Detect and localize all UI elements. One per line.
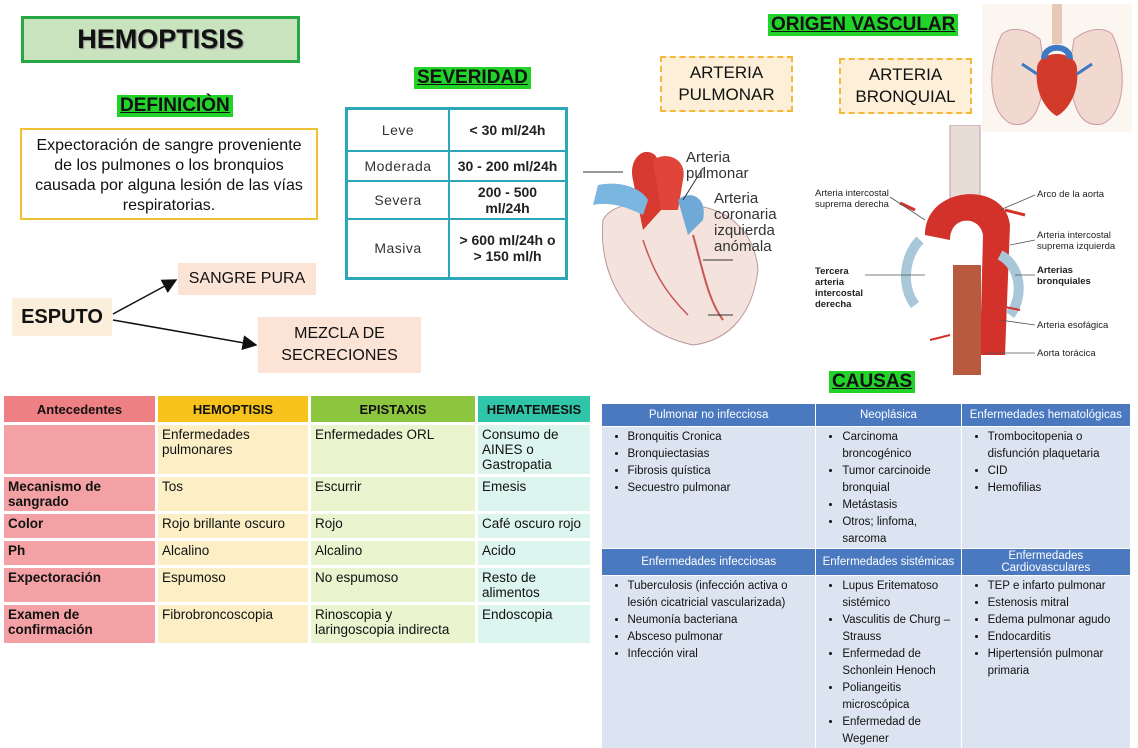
causes-list [820,578,956,748]
comparison-cell [4,425,155,474]
comparison-cell: Enfermedades ORL [311,425,475,474]
comparison-cell: Mecanismo de sangrado [4,477,155,511]
comparison-cell: Enfermedades pulmonares [158,425,308,474]
causes-header: Enfermedades infecciosas [602,549,816,576]
comparison-cell: Rojo brillante oscuro [158,514,308,538]
severity-level: Leve [347,109,450,151]
severity-row [347,151,567,181]
comparison-row [4,477,590,511]
severity-table [345,107,568,280]
sputum-label: ESPUTO [12,298,112,336]
comparison-cell: Acido [478,541,590,565]
severity-heading: SEVERIDAD [414,67,531,89]
comparison-row [4,425,590,474]
cause-item: • CID [988,463,1126,480]
cause-item: • Enfermedad de Wegener [842,714,956,748]
comparison-cell: Alcalino [158,541,308,565]
bronchial-artery-box: ARTERIA BRONQUIAL [839,58,972,114]
severity-value: < 30 ml/24h [449,109,567,151]
cause-item: • Absceso pulmonar [628,629,812,646]
comparison-header: Antecedentes [4,396,155,422]
causes-list [606,578,812,663]
comparison-cell: Expectoración [4,568,155,602]
cause-item: • Estenosis mitral [988,595,1126,612]
cause-item: • Endocarditis [988,629,1126,646]
cause-item: • Hemofilias [988,480,1126,497]
third-right-intercostal-label: Tercera arteria intercostal derecha [815,266,875,310]
definition-heading: DEFINICIÒN [117,95,233,117]
thoracic-aorta-label: Aorta torácica [1037,348,1132,359]
cause-item: • Poliangeitis microscópica [842,680,956,714]
comparison-cell: Rinoscopia y laringoscopia indirecta [311,605,475,643]
severity-row [347,181,567,219]
cause-item: • Infección viral [628,646,812,663]
comparison-row [4,541,590,565]
severity-row [347,219,567,279]
cause-item: • Enfermedad de Schonlein Henoch [842,646,956,680]
severity-level: Severa [347,181,450,219]
cause-item: • Edema pulmonar agudo [988,612,1126,629]
page-title: HEMOPTISIS [77,24,244,55]
pulmonary-artery-label: Arteria pulmonar [686,150,776,182]
comparison-cell: Fibrobroncoscopia [158,605,308,643]
left-supreme-intercostal-label: Arteria intercostal suprema izquierda [1037,230,1132,252]
comparison-header: EPISTAXIS [311,396,475,422]
pulmonary-artery-box: ARTERIA PULMONAR [660,56,793,112]
lungs-illustration [982,4,1132,132]
causes-header: Neoplásica [816,404,961,427]
comparison-cell: Café oscuro rojo [478,514,590,538]
comparison-cell: No espumoso [311,568,475,602]
causes-cell [961,576,1130,748]
lungs-drawing [982,4,1132,132]
comparison-table [1,393,593,646]
causes-header: Pulmonar no infecciosa [602,404,816,427]
vascular-origin-heading: ORIGEN VASCULAR [768,14,958,36]
comparison-row [4,568,590,602]
causes-header: Enfermedades sistémicas [816,549,961,576]
severity-level: Masiva [347,219,450,279]
comparison-cell: Rojo [311,514,475,538]
severity-value: 200 - 500 ml/24h [449,181,567,219]
comparison-cell: Ph [4,541,155,565]
comparison-cell: Alcalino [311,541,475,565]
severity-level: Moderada [347,151,450,181]
causes-list [966,578,1126,680]
aortic-arch-label: Arco de la aorta [1037,189,1127,200]
causes-cell [602,427,816,549]
causes-list [966,429,1126,497]
causes-cell [961,427,1130,549]
severity-value: > 600 ml/24h o > 150 ml/h [449,219,567,279]
comparison-cell: Consumo de AINES o Gastropatia [478,425,590,474]
severity-value: 30 - 200 ml/24h [449,151,567,181]
cause-item: • Fibrosis quística [628,463,812,480]
cause-item: • Trombocitopenia o disfunción plaquetaria [988,429,1126,463]
causes-header-row [602,549,1131,576]
comparison-cell: Espumoso [158,568,308,602]
causes-header: Enfermedades Cardiovasculares [961,549,1130,576]
causes-table [601,403,1131,748]
cause-item: • TEP e infarto pulmonar [988,578,1126,595]
comparison-cell: Color [4,514,155,538]
comparison-cell: Examen de confirmación [4,605,155,643]
cause-item: • Otros; linfoma, sarcoma [842,514,956,548]
causes-list [820,429,956,548]
anomalous-coronary-label: Arteria coronaria izquierda anómala [714,191,794,255]
cause-item: • Bronquiectasias [628,446,812,463]
causes-header-row [602,404,1131,427]
causes-cell [602,576,816,748]
comparison-header: HEMOPTISIS [158,396,308,422]
definition-text: Expectoración de sangre proveniente de los pulmones o los bronquios causada por alguna lesión de las vías respiratorias. [20,128,318,220]
causes-heading: CAUSAS [829,371,915,393]
pure-blood-box: SANGRE PURA [178,263,316,295]
cause-item: • Lupus Eritematoso sistémico [842,578,956,612]
causes-header: Enfermedades hematológicas [961,404,1130,427]
comparison-header-row [4,396,590,422]
causes-cell [816,427,961,549]
severity-row [347,109,567,151]
right-supreme-intercostal-label: Arteria intercostal suprema derecha [815,188,900,210]
comparison-cell: Endoscopia [478,605,590,643]
mixed-secretions-box: MEZCLA DE SECRECIONES [258,317,421,373]
comparison-cell: Tos [158,477,308,511]
comparison-cell: Escurrir [311,477,475,511]
cause-item: • Secuestro pulmonar [628,480,812,497]
comparison-header: HEMATEMESIS [478,396,590,422]
cause-item: • Hipertensión pulmonar primaria [988,646,1126,680]
esophageal-artery-label: Arteria esofágica [1037,320,1132,331]
causes-row [602,427,1131,549]
causes-list [606,429,812,497]
cause-item: • Bronquitis Cronica [628,429,812,446]
comparison-row [4,605,590,643]
cause-item: • Neumonía bacteriana [628,612,812,629]
bronchial-arteries-label: Arterias bronquiales [1037,265,1107,287]
causes-cell [816,576,961,748]
cause-item: • Metástasis [842,497,956,514]
cause-item: • Tumor carcinoide bronquial [842,463,956,497]
comparison-cell: Emesis [478,477,590,511]
causes-row [602,576,1131,748]
comparison-row [4,514,590,538]
page-title-box [21,16,300,63]
cause-item: • Tuberculosis (infección activa o lesión cicatricial vascularizada) [628,578,812,612]
comparison-cell: Resto de alimentos [478,568,590,602]
cause-item: • Carcinoma broncogénico [842,429,956,463]
cause-item: • Vasculitis de Churg – Strauss [842,612,956,646]
